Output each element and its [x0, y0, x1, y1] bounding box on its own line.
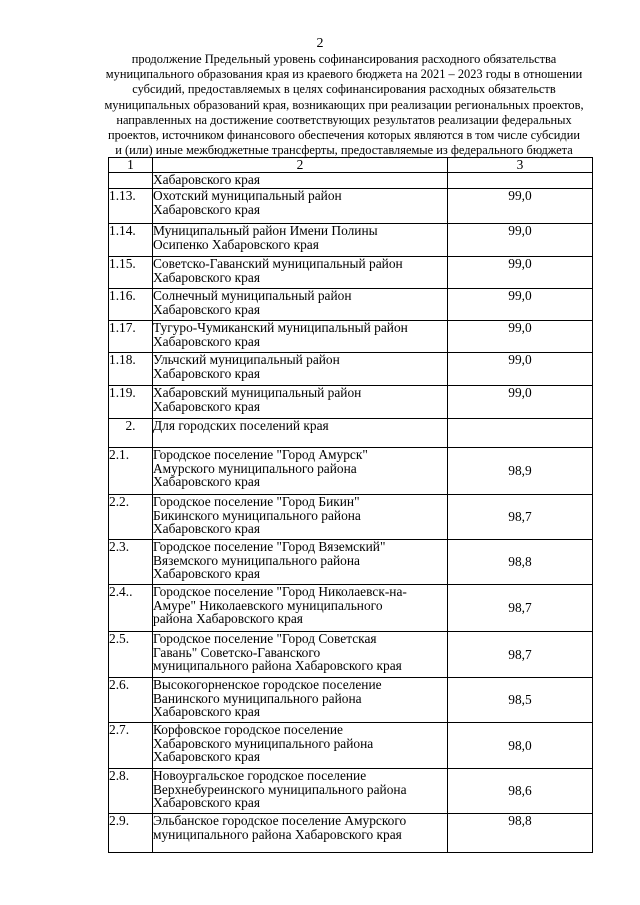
- name-line: Хабаровского края: [153, 704, 260, 720]
- column-header-3: 3: [448, 158, 593, 173]
- name-line: Ванинского муниципального района: [153, 690, 362, 706]
- municipality-name-cell: [153, 632, 448, 678]
- name-line: Эльбанское городское поселение Амурского: [153, 813, 407, 828]
- row-number-cell: [109, 173, 153, 189]
- name-line: Хабаровского края: [153, 795, 260, 811]
- table-row: [109, 189, 593, 224]
- cofinancing-level-cell: 98,9: [448, 448, 593, 495]
- table-row: [109, 448, 593, 495]
- row-number-cell: 2.6.: [109, 678, 153, 723]
- municipality-name-cell: [153, 289, 448, 321]
- row-number-cell: 1.17.: [109, 321, 153, 353]
- name-line: муниципального района Хабаровского края: [153, 658, 402, 674]
- municipality-name-cell: [153, 386, 448, 419]
- column-header-2: 2: [153, 158, 448, 173]
- name-line: Амуре" Николаевского муниципального: [153, 597, 383, 613]
- name-line: Хабаровского края: [153, 365, 260, 381]
- name-line: Хабаровского края: [153, 398, 260, 414]
- table-row: [109, 321, 593, 353]
- name-line: Осипенко Хабаровского края: [153, 236, 319, 252]
- municipality-name-cell: [153, 321, 448, 353]
- name-line: Хабаровского края: [153, 172, 260, 187]
- row-number-cell: 2.4..: [109, 585, 153, 632]
- name-line: муниципального района Хабаровского края: [153, 826, 402, 842]
- cofinancing-level-cell: 98,5: [448, 678, 593, 723]
- name-line: Городское поселение "Город Бикин": [153, 494, 360, 509]
- municipality-name-cell: [153, 419, 448, 448]
- cofinancing-level-cell: 98,8: [448, 814, 593, 853]
- table-row: [109, 224, 593, 257]
- row-number-cell: 1.15.: [109, 257, 153, 289]
- name-line: Для городских поселений края: [153, 418, 329, 433]
- cofinancing-level-cell: [448, 173, 593, 189]
- name-line: Ульчский муниципальный район: [153, 352, 340, 367]
- heading-line: субсидий, предоставляемых в целях софинансирования расходных обязательств: [132, 82, 556, 97]
- page-number: 2: [316, 36, 324, 51]
- row-number-cell: 2.5.: [109, 632, 153, 678]
- row-number-cell: 2.: [109, 419, 153, 448]
- heading-line: и (или) иные межбюджетные трансферты, предоставляемые из федерального бюджета: [115, 143, 573, 158]
- cofinancing-level-cell: 98,8: [448, 540, 593, 585]
- row-number-cell: 2.8.: [109, 769, 153, 814]
- cofinancing-level-cell: [448, 419, 593, 448]
- table-row: [109, 814, 593, 853]
- name-line: Хабаровского края: [153, 749, 260, 765]
- name-line: Амурского муниципального района: [153, 460, 357, 476]
- heading-line: муниципального образования края из краевого бюджета на 2021 – 2023 годы в отношении: [105, 67, 583, 82]
- heading-line: продолжение Предельный уровень софинансирования расходного обязательства: [131, 52, 557, 66]
- cofinancing-level-cell: 98,6: [448, 769, 593, 814]
- row-number-cell: 2.9.: [109, 814, 153, 853]
- name-line: Хабаровского края: [153, 333, 260, 349]
- table-row: [109, 540, 593, 585]
- municipality-name-cell: [153, 173, 448, 189]
- municipality-name-cell: [153, 678, 448, 723]
- table-header-row: [109, 158, 593, 173]
- heading-line: проектов, источником финансового обеспечения которых являются в том числе субсидии: [108, 128, 580, 143]
- row-number-cell: 1.13.: [109, 189, 153, 224]
- row-number-cell: 2.7.: [109, 723, 153, 769]
- name-line: Хабаровского края: [153, 521, 260, 537]
- municipality-name-cell: [153, 585, 448, 632]
- cofinancing-level-cell: 99,0: [448, 289, 593, 321]
- row-number-cell: 2.3.: [109, 540, 153, 585]
- table-row: [109, 289, 593, 321]
- name-line: Новоургальское городское поселение: [153, 768, 367, 783]
- cofinancing-level-cell: 99,0: [448, 353, 593, 386]
- name-line: Хабаровского края: [153, 474, 260, 490]
- table-row: [109, 353, 593, 386]
- name-line: Высокогорненское городское поселение: [153, 677, 382, 692]
- name-line: Городское поселение "Город Николаевск-на-: [153, 584, 407, 599]
- name-line: Советско-Гаванский муниципальный район: [153, 256, 403, 271]
- cofinancing-level-cell: 98,0: [448, 723, 593, 769]
- name-line: Городское поселение "Город Вяземский": [153, 539, 386, 554]
- municipality-name-cell: [153, 769, 448, 814]
- name-line: Хабаровского края: [153, 201, 260, 217]
- municipality-name-cell: [153, 448, 448, 495]
- table-row: [109, 678, 593, 723]
- name-line: Корфовское городское поселение: [153, 722, 343, 737]
- name-line: Вяземского муниципального района: [153, 552, 360, 568]
- heading-line: направленных на достижение соответствующих результатов реализации федеральных: [116, 112, 572, 127]
- row-number-cell: 1.18.: [109, 353, 153, 386]
- table-row: [109, 769, 593, 814]
- name-line: Хабаровского края: [153, 566, 260, 582]
- municipality-name-cell: [153, 814, 448, 853]
- municipality-name-cell: [153, 257, 448, 289]
- cofinancing-level-cell: 98,7: [448, 585, 593, 632]
- municipality-name-cell: [153, 723, 448, 769]
- cofinancing-level-cell: 99,0: [448, 321, 593, 353]
- cofinancing-level-cell: 99,0: [448, 189, 593, 224]
- document-heading: [94, 52, 594, 158]
- name-line: Верхнебуреинского муниципального района: [153, 781, 407, 797]
- row-number-cell: 1.19.: [109, 386, 153, 419]
- name-line: Охотский муниципальный район: [153, 188, 342, 203]
- table-row: [109, 419, 593, 448]
- table-row: [109, 495, 593, 540]
- name-line: района Хабаровского края: [153, 611, 303, 627]
- table-row: [109, 257, 593, 289]
- municipality-name-cell: [153, 224, 448, 257]
- name-line: Городское поселение "Город Советская: [153, 631, 377, 646]
- municipality-name-cell: [153, 540, 448, 585]
- name-line: Хабаровского края: [153, 301, 260, 317]
- name-line: Городское поселение "Город Амурск": [153, 447, 368, 462]
- column-header-1: 1: [109, 158, 153, 173]
- table-row: [109, 723, 593, 769]
- table-row: [109, 386, 593, 419]
- name-line: Хабаровского края: [153, 269, 260, 285]
- heading-line: муниципальных образований края, возникающих при реализации региональных проектов,: [104, 97, 584, 112]
- cofinancing-level-cell: 99,0: [448, 257, 593, 289]
- municipality-name-cell: [153, 189, 448, 224]
- table-row: [109, 585, 593, 632]
- row-number-cell: 2.1.: [109, 448, 153, 495]
- name-line: Тугуро-Чумиканский муниципальный район: [153, 320, 408, 335]
- table-row: [109, 173, 593, 189]
- name-line: Гавань" Советско-Гаванского: [153, 644, 321, 660]
- row-number-cell: 2.2.: [109, 495, 153, 540]
- name-line: Бикинского муниципального района: [153, 507, 361, 523]
- cofinancing-level-cell: 99,0: [448, 386, 593, 419]
- row-number-cell: 1.14.: [109, 224, 153, 257]
- cofinancing-level-cell: 98,7: [448, 632, 593, 678]
- name-line: Муниципальный район Имени Полины: [153, 223, 378, 238]
- name-line: Хабаровского муниципального района: [153, 735, 374, 751]
- municipality-name-cell: [153, 353, 448, 386]
- municipality-name-cell: [153, 495, 448, 540]
- name-line: Хабаровский муниципальный район: [153, 385, 362, 400]
- row-number-cell: 1.16.: [109, 289, 153, 321]
- cofinancing-table: [108, 157, 593, 853]
- table-row: [109, 632, 593, 678]
- name-line: Солнечный муниципальный район: [153, 288, 352, 303]
- cofinancing-level-cell: 99,0: [448, 224, 593, 257]
- cofinancing-level-cell: 98,7: [448, 495, 593, 540]
